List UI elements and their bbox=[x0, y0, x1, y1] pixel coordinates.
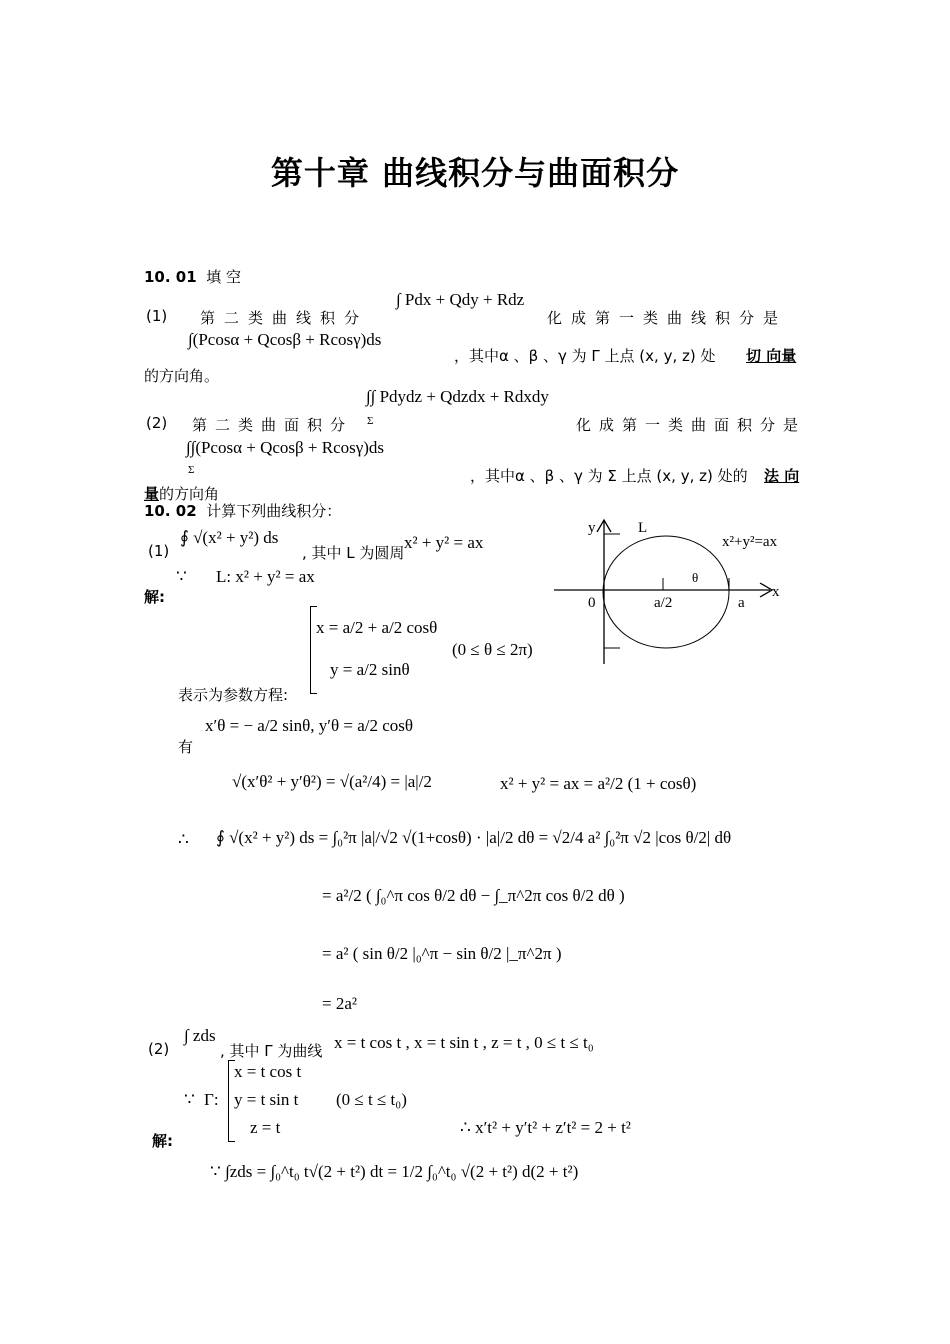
derivatives: x′θ = − a/2 sinθ, y′θ = a/2 cosθ bbox=[205, 716, 414, 735]
param-y: y = a/2 sinθ bbox=[330, 660, 410, 679]
page-title: 第十章 曲线积分与曲面积分 bbox=[270, 154, 680, 192]
p2-step: ∵ ∫zds = ∫₀^t₀ t√(2 + t²) dt = 1/2 ∫₀^t₀ √(2 + t²) d(2 + t²) bbox=[210, 1162, 579, 1181]
q2-sigma-sub: Σ bbox=[367, 415, 374, 427]
q2-answer-a: 法 向 bbox=[764, 467, 800, 485]
param-x: x = a/2 + a/2 cosθ bbox=[316, 618, 438, 637]
p2-number: (2) bbox=[148, 1040, 170, 1058]
q1-tail: 的方向角。 bbox=[144, 367, 220, 385]
section-1001-heading: 填 空 bbox=[206, 268, 241, 286]
p2-gamma: Γ: bbox=[204, 1090, 219, 1109]
speed-formula: √(x′θ² + y′θ²) = √(a²/4) = |a|/2 bbox=[232, 772, 432, 791]
curve-label: L bbox=[638, 520, 648, 536]
q1-text: 第二类曲线积分 bbox=[200, 309, 369, 327]
origin-label: 0 bbox=[588, 595, 596, 611]
step-1: ∮ √(x² + y²) ds = ∫₀²π |a|/√2 √(1+cosθ) · |a|/2 dθ = √2/4 a² ∫₀²π √2 |cos θ/2| dθ bbox=[216, 828, 732, 847]
q2-where: ，其中α 、β 、γ 为 Σ 上点 (x, y, z) 处的 bbox=[470, 467, 748, 485]
theta-label: θ bbox=[692, 570, 699, 585]
y-label: y bbox=[588, 520, 596, 536]
param-range: (0 ≤ θ ≤ 2π) bbox=[452, 640, 533, 659]
q2-text: 第二类曲面积分 bbox=[192, 416, 354, 434]
p2-curve: x = t cos t , x = t sin t , z = t , 0 ≤ t ≤ t₀ bbox=[334, 1033, 594, 1052]
p2-speed: ∴ x′t² + y′t² + z′t² = 2 + t² bbox=[460, 1118, 631, 1137]
circle-figure bbox=[552, 512, 792, 672]
p2-because: ∵ bbox=[184, 1090, 195, 1109]
step-2: = a²/2 ( ∫₀^π cos θ/2 dθ − ∫_π^2π cos θ/2 dθ ) bbox=[322, 886, 625, 905]
step-4: = 2a² bbox=[322, 994, 357, 1013]
p2-integral: ∫ zds bbox=[184, 1026, 216, 1045]
q2-number: (2) bbox=[146, 414, 168, 432]
p2-y: y = t sin t bbox=[234, 1090, 299, 1109]
equation-label: x²+y²=ax bbox=[722, 534, 778, 550]
step-3: = a² ( sin θ/2 |₀^π − sin θ/2 |_π^2π ) bbox=[322, 944, 562, 963]
q2-text2: 化成第一类曲面积分是 bbox=[576, 416, 807, 434]
q2-answer-b: 量 bbox=[144, 485, 160, 503]
p2-where: , 其中 Γ 为曲线 bbox=[220, 1042, 323, 1060]
x-label: x bbox=[772, 584, 780, 600]
relation-formula: x² + y² = ax = a²/2 (1 + cosθ) bbox=[500, 774, 697, 793]
q1-text2: 化成第一类曲线积分是 bbox=[547, 309, 788, 327]
q1-answer: 切 向量 bbox=[746, 347, 797, 365]
q2-tail: 量的方向角 bbox=[144, 485, 220, 503]
q2-sigma-sub2: Σ bbox=[188, 464, 195, 476]
q1-number: (1) bbox=[146, 307, 168, 325]
because-symbol: ∵ bbox=[176, 567, 187, 586]
p1-number: (1) bbox=[148, 542, 170, 560]
solution-label: 解: bbox=[144, 588, 165, 606]
circle-L bbox=[603, 536, 729, 648]
you-label: 有 bbox=[178, 738, 194, 756]
section-1002-heading: 计算下列曲线积分： bbox=[206, 502, 342, 520]
p1-L-definition: L: x² + y² = ax bbox=[216, 567, 315, 586]
p2-z: z = t bbox=[250, 1118, 281, 1137]
p2-range: (0 ≤ t ≤ t₀) bbox=[336, 1090, 407, 1109]
p2-solution-label: 解: bbox=[152, 1132, 173, 1150]
p2-x: x = t cos t bbox=[234, 1062, 302, 1081]
p1-where: , 其中 L 为圆周 bbox=[302, 544, 405, 562]
q1-expression: ∫(Pcosα + Qcosβ + Rcosγ)ds bbox=[188, 330, 382, 349]
section-1002-label: 10. 02 计算下列曲线积分： bbox=[144, 502, 342, 520]
q1-integral: ∫ Pdx + Qdy + Rdz bbox=[396, 290, 525, 309]
param-label: 表示为参数方程: bbox=[178, 686, 289, 704]
p1-integral: ∮ √(x² + y²) ds bbox=[180, 528, 279, 547]
therefore-symbol: ∴ bbox=[178, 830, 189, 849]
q2-expression: ∫∫(Pcosα + Qcosβ + Rcosγ)ds bbox=[186, 438, 385, 457]
half-a-label: a/2 bbox=[654, 595, 673, 611]
q2-integral: ∫∫ Pdydz + Qdzdx + Rdxdy bbox=[366, 387, 549, 406]
a-label: a bbox=[738, 595, 745, 611]
p1-curve: x² + y² = ax bbox=[404, 533, 484, 552]
q1-where: ，其中α 、β 、γ 为 Γ 上点 (x, y, z) 处 bbox=[454, 347, 716, 365]
section-1001-label: 10. 01 填 空 bbox=[144, 268, 241, 286]
